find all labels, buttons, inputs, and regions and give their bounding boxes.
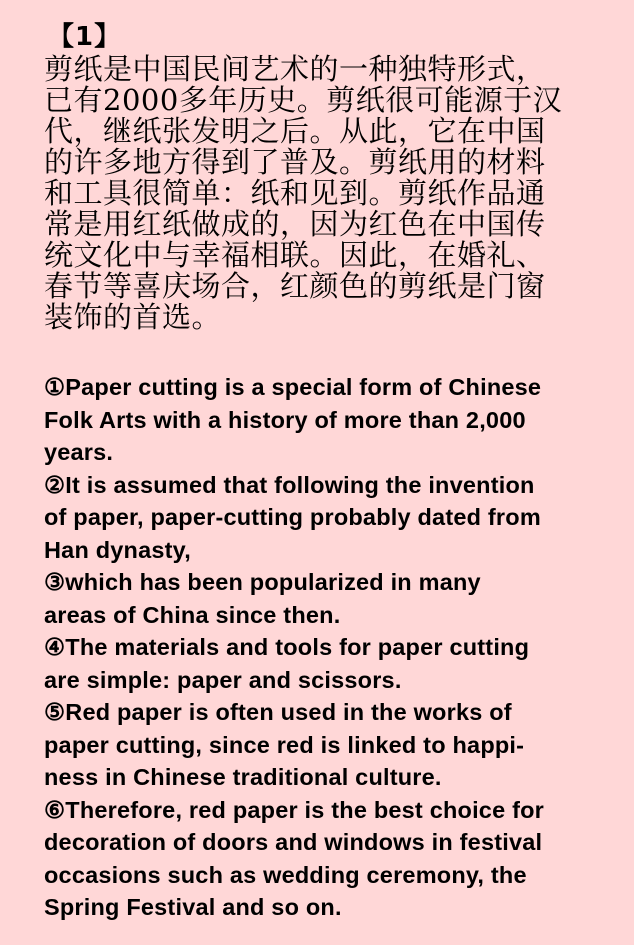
english-sentence-6: ⑥Therefore, red paper is the best choice for decoration of doors and windows in festival occasions such as wedding ceremony, the Spring Festival and so on.: [44, 796, 544, 920]
section-label: 【1】: [48, 22, 122, 52]
english-sentence-5: ⑤Red paper is often used in the works of paper cutting, since red is linked to happi- ness in Chinese traditional culture.: [44, 699, 525, 790]
english-translation: [44, 371, 614, 924]
english-sentence-2: ②It is assumed that following the invention of paper, paper-cutting probably dated from Han dynasty,: [44, 471, 541, 563]
chinese-paragraph: 剪纸是中国民间艺术的一种独特形式， 已有2000多年历史。剪纸很可能源于汉 代，继纸张发明之后。从此，它在中国 的许多地方得到了普及。剪纸用的材料 和工具很简单：纸和见到。剪纸作品通 常是用红纸做成的，因为红色在中国传 统文化中与幸福相联。因此，在婚礼、 春节等喜庆场合，红颜色的剪纸是门窗 装饰的首选。: [44, 52, 563, 334]
english-sentence-4: ④The materials and tools for paper cutting are simple: paper and scissors.: [44, 634, 530, 693]
english-sentence-1: ①Paper cutting is a special form of Chinese Folk Arts with a history of more than 2,000 years.: [44, 374, 542, 465]
english-sentence-3: ③which has been popularized in many areas of China since then.: [44, 569, 481, 628]
